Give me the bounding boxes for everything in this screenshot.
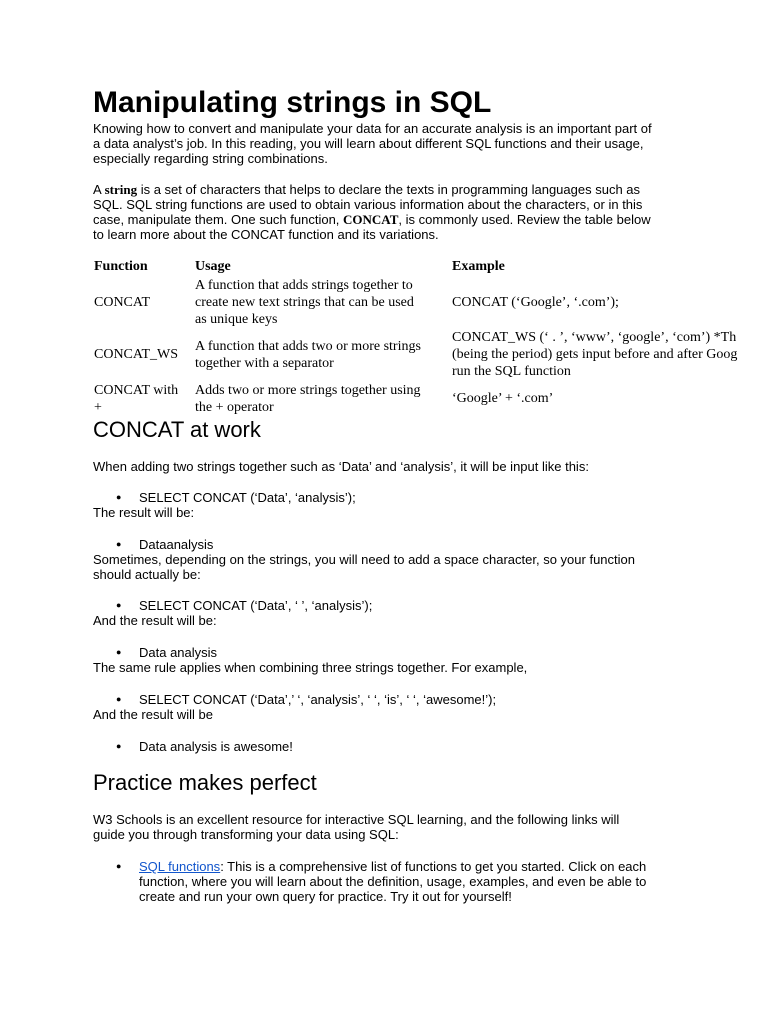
bullet-icon: ● <box>116 492 122 502</box>
cell-function-line: + <box>94 400 102 415</box>
cell-function-line: CONCAT with <box>94 383 179 398</box>
cell-function: CONCAT_WS <box>94 347 179 362</box>
paragraph: Sometimes, depending on the strings, you will need to add a space character, so your function <box>93 552 635 567</box>
cell-usage-line: together with a separator <box>195 356 334 371</box>
list-item: Data analysis <box>139 645 218 660</box>
para2-line-1 <box>93 182 640 197</box>
paragraph: And the result will be: <box>93 613 217 628</box>
bullet-icon: ● <box>116 861 122 871</box>
paragraph: The result will be: <box>93 505 195 520</box>
cell-usage-line: the + operator <box>195 400 274 415</box>
cell-example-line: (being the period) gets input before and after Goog <box>452 347 738 362</box>
list-item: SELECT CONCAT (‘Data’, ‘ ’, ‘analysis’); <box>139 598 373 613</box>
list-item <box>139 859 646 874</box>
intro-line-1: Knowing how to convert and manipulate your data for an accurate analysis is an important part of <box>93 121 652 136</box>
cell-example: CONCAT (‘Google’, ‘.com’); <box>452 295 619 310</box>
cell-example-line: run the SQL function <box>452 364 571 379</box>
intro-line-3: especially regarding string combinations. <box>93 151 328 166</box>
string-term: string <box>104 182 138 197</box>
bullet-icon: ● <box>116 647 122 657</box>
bullet-icon: ● <box>116 694 122 704</box>
cell-usage-line: A function that adds strings together to <box>195 278 413 293</box>
para2-line-3 <box>93 212 651 227</box>
para2-l1-pre: A <box>93 182 105 197</box>
cell-function: CONCAT <box>94 295 151 310</box>
para2-l1-post: is a set of characters that helps to declare the texts in programming languages such as <box>137 182 641 197</box>
list-item: SELECT CONCAT (‘Data’,’ ‘, ‘analysis’, ‘ ‘, ‘is’, ‘ ‘, ‘awesome!’); <box>139 692 497 707</box>
table-header-function: Function <box>94 259 148 274</box>
list-item: Dataanalysis <box>139 537 214 552</box>
para2-line-2: SQL. SQL string functions are used to obtain various information about the characters, or in this <box>93 197 643 212</box>
cell-example-line: CONCAT_WS (‘ . ’, ‘www’, ‘google’, ‘com’) *Th <box>452 330 737 345</box>
paragraph: When adding two strings together such as ‘Data’ and ‘analysis’, it will be input like this: <box>93 459 589 474</box>
bullet-icon: ● <box>116 539 122 549</box>
bullet-icon: ● <box>116 741 122 751</box>
section-heading-concat-at-work: CONCAT at work <box>93 417 261 442</box>
cell-usage-line: A function that adds two or more strings <box>195 339 421 354</box>
bullet-icon: ● <box>116 600 122 610</box>
list-item-text: create and run your own query for practice. Try it out for yourself! <box>139 889 512 904</box>
cell-usage-line: as unique keys <box>195 312 278 327</box>
table-header-usage: Usage <box>195 259 231 274</box>
para2-l3-pre: case, manipulate them. One such function, <box>93 212 344 227</box>
list-item-text: function, where you will learn about the definition, usage, examples, and even be able to <box>139 874 647 889</box>
intro-line-2: a data analyst’s job. In this reading, you will learn about different SQL functions and their usage, <box>93 136 644 151</box>
paragraph: The same rule applies when combining three strings together. For example, <box>93 660 528 675</box>
list-item: SELECT CONCAT (‘Data’, ‘analysis’); <box>139 490 356 505</box>
concat-term: CONCAT <box>343 212 399 227</box>
list-item-text: : This is a comprehensive list of functions to get you started. Click on each <box>220 859 647 874</box>
paragraph: And the result will be <box>93 707 213 722</box>
cell-usage-line: create new text strings that can be used <box>195 295 414 310</box>
paragraph: should actually be: <box>93 567 201 582</box>
para2-l3-post: , is commonly used. Review the table below <box>398 212 651 227</box>
page-title: Manipulating strings in SQL <box>93 86 492 119</box>
cell-example: ‘Google’ + ‘.com’ <box>452 391 554 406</box>
list-item: Data analysis is awesome! <box>139 739 293 754</box>
sql-functions-link[interactable]: SQL functions <box>139 859 221 874</box>
section-heading-practice: Practice makes perfect <box>93 770 317 795</box>
paragraph: W3 Schools is an excellent resource for interactive SQL learning, and the following links will <box>93 812 620 827</box>
paragraph: guide you through transforming your data using SQL: <box>93 827 399 842</box>
para2-line-4: to learn more about the CONCAT function and its variations. <box>93 227 439 242</box>
cell-usage-line: Adds two or more strings together using <box>195 383 421 398</box>
table-header-example: Example <box>452 259 505 274</box>
